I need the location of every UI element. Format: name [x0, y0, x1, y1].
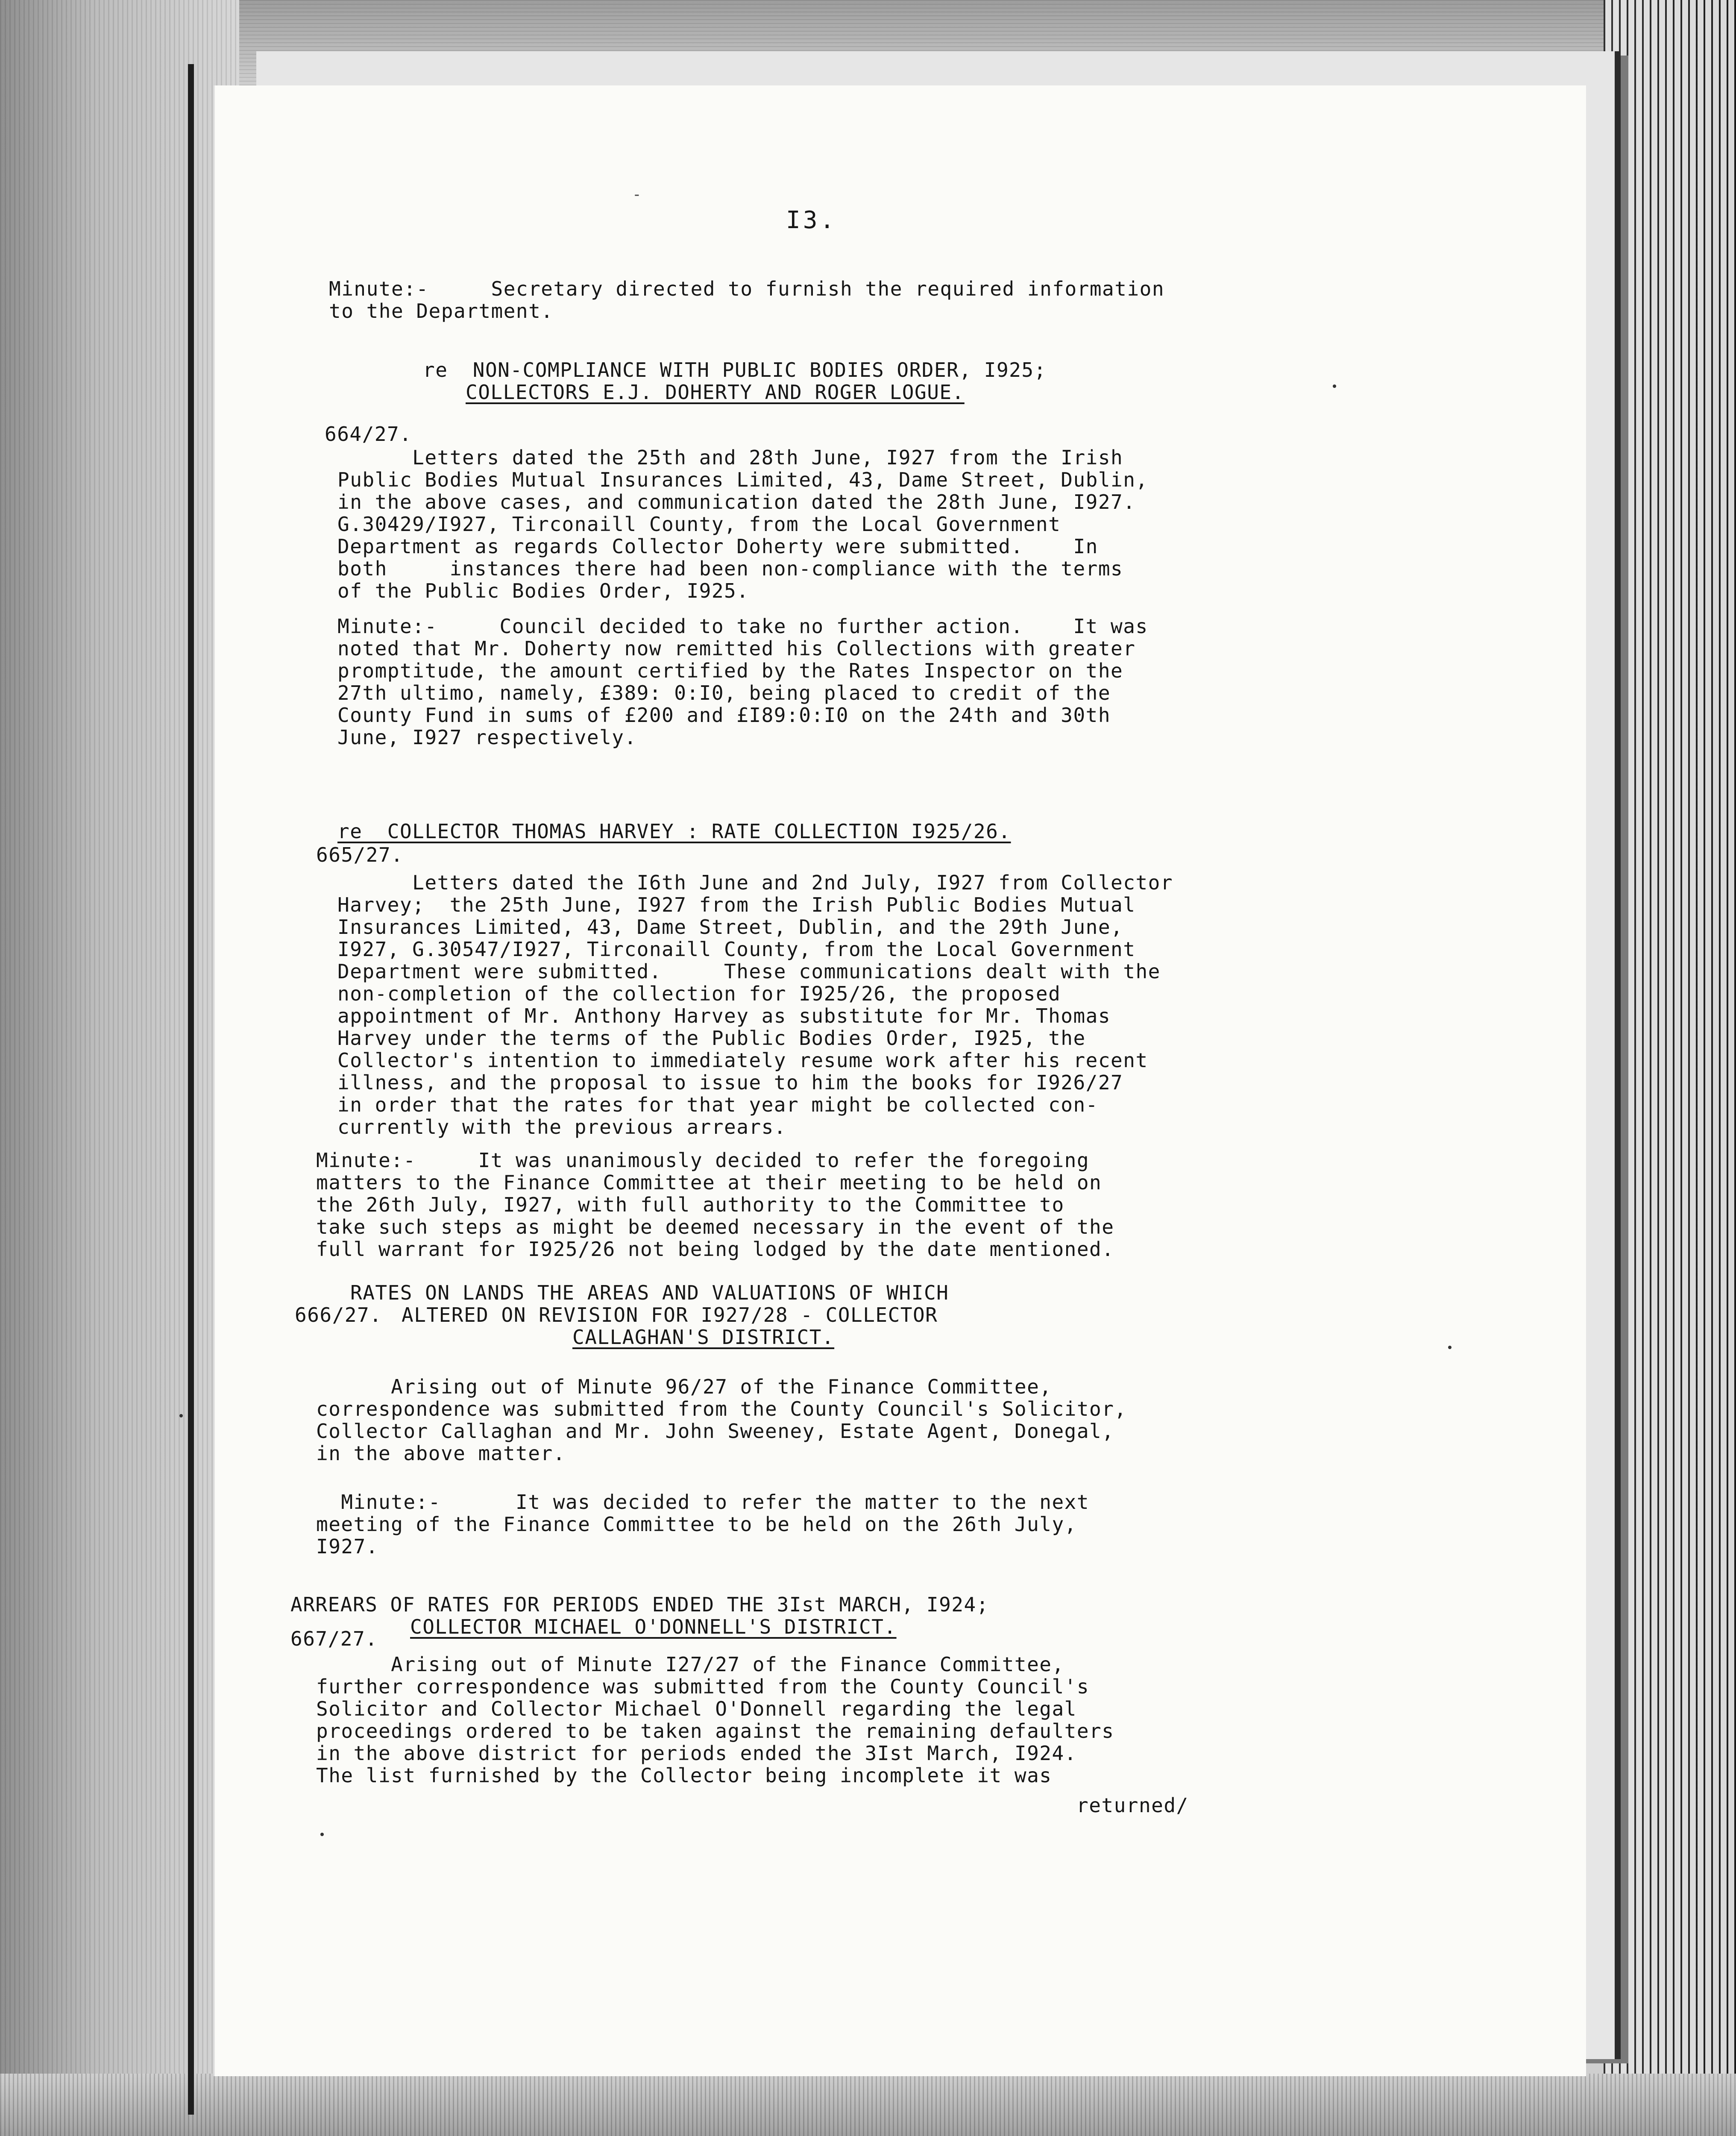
- minute-line: Minute:- Council decided to take no further action. It was: [337, 615, 1148, 638]
- minute-line: Minute:- It was unanimously decided to refer the foregoing: [316, 1149, 1090, 1172]
- page-mark: -: [632, 186, 642, 203]
- scan-speck: [179, 1414, 183, 1417]
- heading-line: CALLAGHAN'S DISTRICT.: [572, 1326, 835, 1349]
- body-line: Harvey; the 25th June, I927 from the Irish Public Bodies Mutual: [337, 893, 1136, 916]
- body-line: both instances there had been non-compliance with the terms: [337, 557, 1123, 580]
- heading-line: ALTERED ON REVISION FOR I927/28 - COLLECTOR: [402, 1303, 938, 1326]
- minute-line: noted that Mr. Doherty now remitted his Collections with greater: [337, 637, 1136, 660]
- heading-line: RATES ON LANDS THE AREAS AND VALUATIONS OF WHICH: [350, 1281, 949, 1304]
- heading-line: re COLLECTOR THOMAS HARVEY : RATE COLLECTION I925/26.: [337, 820, 1011, 843]
- body-line: in the above district for periods ended the 3Ist March, I924.: [316, 1742, 1077, 1765]
- body-line: proceedings ordered to be taken against the remaining defaulters: [316, 1719, 1114, 1743]
- minute-line: June, I927 respectively.: [337, 726, 637, 749]
- minute-line: full warrant for I925/26 not being lodged by the date mentioned.: [316, 1238, 1114, 1261]
- minute-line: take such steps as might be deemed necessary in the event of the: [316, 1215, 1114, 1238]
- section-667-body: [282, 1653, 1444, 1787]
- minute-line: to the Department.: [329, 299, 554, 323]
- scan-speck: [1448, 1346, 1452, 1349]
- intro-minute: [282, 278, 1444, 322]
- heading-line: re NON-COMPLIANCE WITH PUBLIC BODIES ORDER, I925;: [423, 358, 1047, 381]
- body-line: non-completion of the collection for I925/26, the proposed: [337, 982, 1061, 1005]
- body-line: in the above matter.: [316, 1442, 566, 1465]
- section-665-body: [282, 871, 1444, 1138]
- body-line: G.30429/I927, Tirconaill County, from the Local Government: [337, 513, 1061, 536]
- catchword-block: [282, 1794, 1444, 1816]
- body-line: in the above cases, and communication dated the 28th June, I927.: [337, 490, 1136, 513]
- section-665-number: [282, 844, 1444, 866]
- heading-line: ARREARS OF RATES FOR PERIODS ENDED THE 3Ist MARCH, I924;: [290, 1593, 989, 1616]
- binding-edge: [188, 64, 194, 2115]
- section-667-number: [282, 1628, 1444, 1650]
- body-line: I927, G.30547/I927, Tirconaill County, from the Local Government: [337, 938, 1136, 961]
- body-line: illness, and the proposal to issue to him the books for I926/27: [337, 1071, 1123, 1094]
- section-664-body: [282, 446, 1444, 602]
- document-body: [282, 184, 1444, 2063]
- body-line: in order that the rates for that year might be collected con-: [337, 1093, 1098, 1116]
- minute-number: 665/27.: [316, 843, 404, 866]
- minute-line: Minute:- It was decided to refer the matter to the next: [316, 1491, 1090, 1514]
- scan-border-left: [0, 0, 239, 2136]
- body-line: Arising out of Minute I27/27 of the Finance Committee,: [316, 1653, 1064, 1676]
- section-666-body: [282, 1376, 1444, 1464]
- minute-line: the 26th July, I927, with full authority to the Committee to: [316, 1193, 1064, 1216]
- page-number: I3.: [786, 206, 837, 234]
- catchword: returned/: [1076, 1794, 1189, 1817]
- body-line: Collector's intention to immediately resume work after his recent: [337, 1049, 1148, 1072]
- minute-line: promptitude, the amount certified by the Rates Inspector on the: [337, 659, 1123, 682]
- minute-line: County Fund in sums of £200 and £I89:0:I0 on the 24th and 30th: [337, 704, 1111, 727]
- minute-line: meeting of the Finance Committee to be held on the 26th July,: [316, 1513, 1077, 1536]
- minute-line: Minute:- Secretary directed to furnish the required information: [329, 277, 1165, 300]
- body-line: Letters dated the 25th and 28th June, I927 from the Irish: [337, 446, 1123, 469]
- body-line: correspondence was submitted from the County Council's Solicitor,: [316, 1397, 1127, 1420]
- minute-number: 666/27.: [295, 1303, 382, 1326]
- minute-line: I927.: [316, 1535, 378, 1558]
- minute-line: 27th ultimo, namely, £389: 0:I0, being placed to credit of the: [337, 681, 1111, 704]
- body-line: The list furnished by the Collector being incomplete it was: [316, 1764, 1052, 1787]
- scan-speck: [320, 1833, 324, 1836]
- section-664-heading: [282, 359, 1444, 403]
- body-line: Letters dated the I6th June and 2nd July, I927 from Collector: [337, 871, 1173, 894]
- body-line: currently with the previous arrears.: [337, 1115, 786, 1138]
- scan-speck: [1333, 384, 1336, 388]
- body-line: Department as regards Collector Doherty were submitted. In: [337, 535, 1098, 558]
- minute-line: matters to the Finance Committee at their meeting to be held on: [316, 1171, 1102, 1194]
- section-666-minute: [282, 1491, 1444, 1558]
- scan-border-bottom: [0, 2074, 1736, 2136]
- body-line: Collector Callaghan and Mr. John Sweeney, Estate Agent, Donegal,: [316, 1420, 1114, 1443]
- body-line: Public Bodies Mutual Insurances Limited, 43, Dame Street, Dublin,: [337, 468, 1148, 491]
- body-line: Harvey under the terms of the Public Bodies Order, I925, the: [337, 1027, 1086, 1050]
- body-line: Solicitor and Collector Michael O'Donnell regarding the legal: [316, 1697, 1077, 1720]
- body-line: Insurances Limited, 43, Dame Street, Dublin, and the 29th June,: [337, 915, 1123, 939]
- section-665-heading: [282, 820, 1444, 842]
- body-line: Department were submitted. These communications dealt with the: [337, 960, 1161, 983]
- body-line: further correspondence was submitted from the County Council's: [316, 1675, 1090, 1698]
- section-665-minute: [282, 1149, 1444, 1260]
- scan-border-right: [1604, 0, 1736, 2136]
- section-664-number: [282, 423, 1444, 445]
- heading-line: COLLECTOR MICHAEL O'DONNELL'S DISTRICT.: [410, 1615, 897, 1638]
- section-664-minute: [282, 615, 1444, 748]
- minute-number: 664/27.: [325, 423, 412, 446]
- minute-number: 667/27.: [290, 1627, 378, 1650]
- body-line: of the Public Bodies Order, I925.: [337, 579, 749, 602]
- body-line: Arising out of Minute 96/27 of the Finance Committee,: [316, 1375, 1052, 1398]
- heading-line: COLLECTORS E.J. DOHERTY AND ROGER LOGUE.: [466, 381, 965, 404]
- body-line: appointment of Mr. Anthony Harvey as substitute for Mr. Thomas: [337, 1004, 1111, 1027]
- section-666-number: [282, 1304, 1444, 1326]
